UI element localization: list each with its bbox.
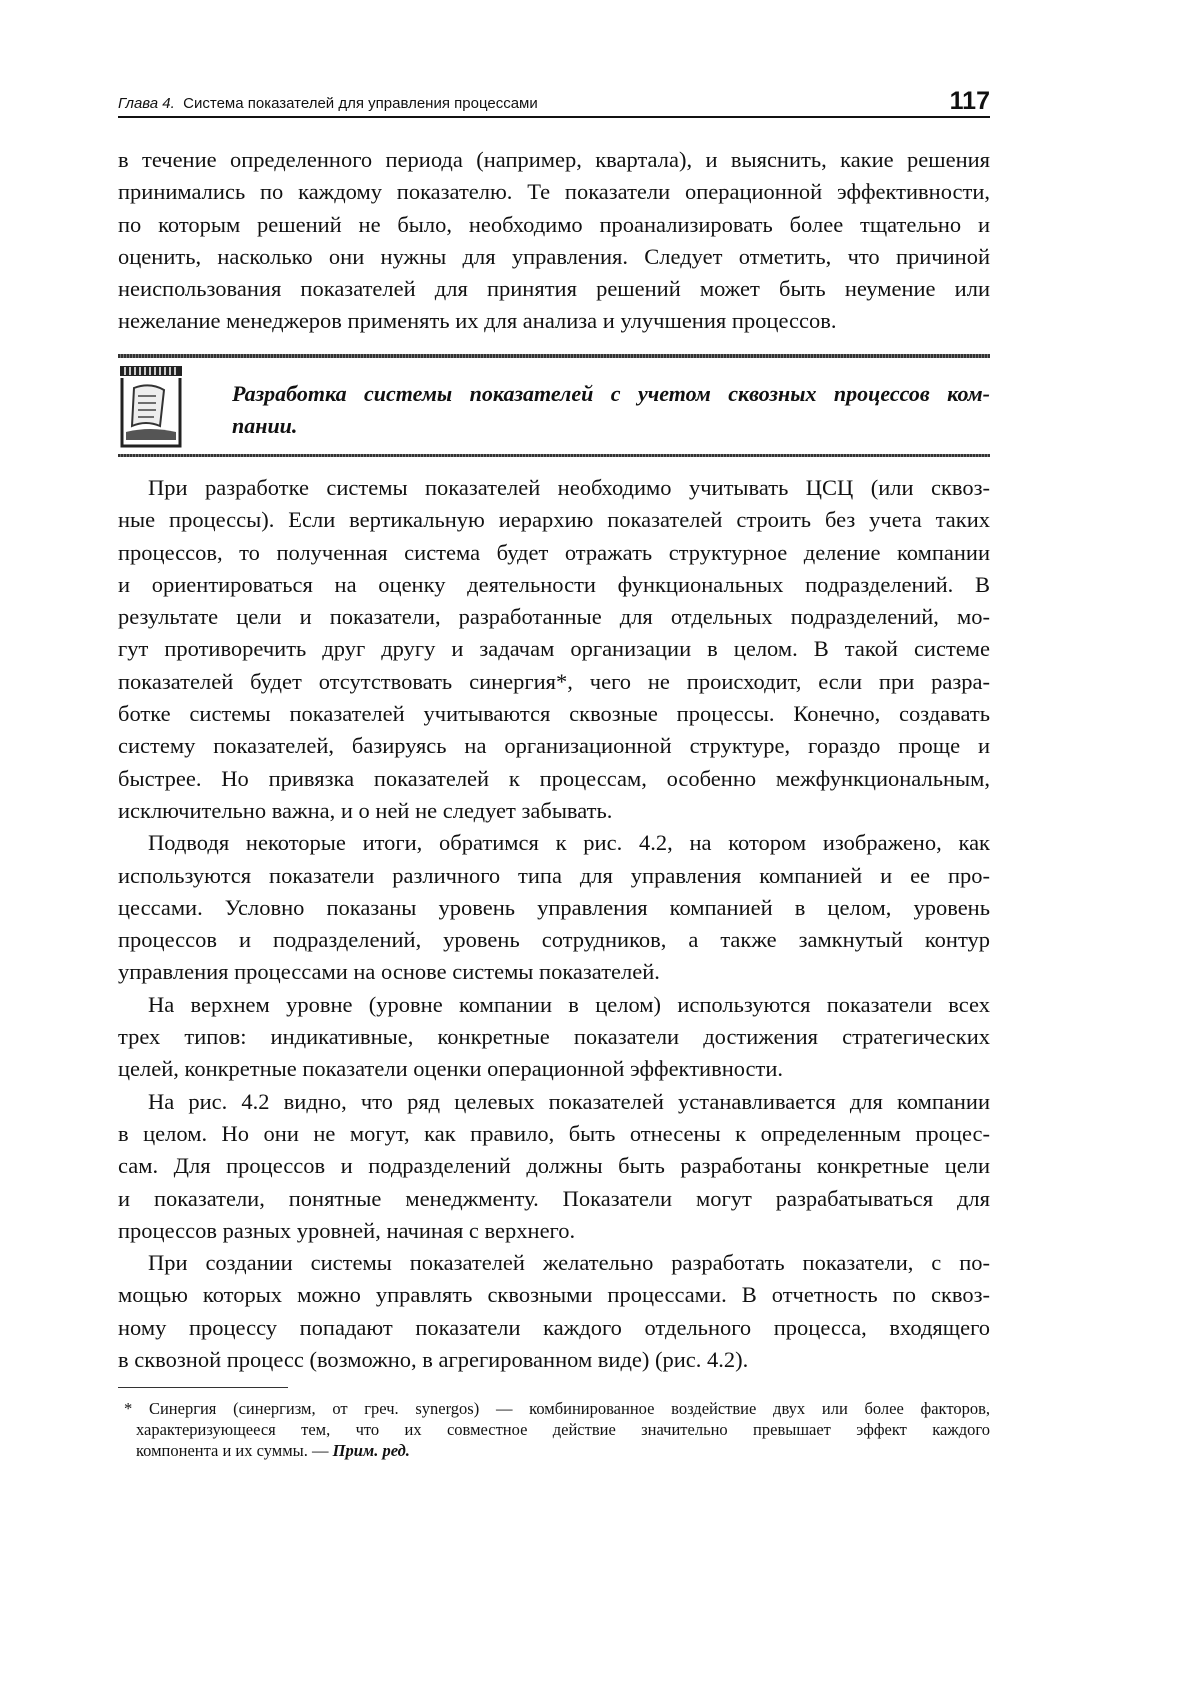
section-bottom-rule [118, 454, 990, 457]
chapter-title: Система показателей для управления процессами [183, 95, 538, 112]
text-line: гут противоречить друг другу и задачам организации в целом. В такой системе [118, 636, 990, 662]
text-line: сам. Для процессов и подразделений должны быть разработаны конкретные цели [118, 1153, 990, 1179]
text-line: нежелание менеджеров применять их для анализа и улучшения процессов. [118, 308, 837, 334]
text-line: результате цели и показатели, разработанные для отдельных подразделений, мо- [118, 604, 990, 630]
text-line: в целом. Но они не могут, как правило, быть отнесены к определенным процес- [118, 1120, 990, 1146]
text-line: целей, конкретные показатели оценки операционной эффективности. [118, 1056, 784, 1082]
section-title-line: Разработка системы показателей с учетом сквозных процессов ком- [232, 381, 990, 406]
text-line: в сквозной процесс (возможно, в агрегированном виде) (рис. 4.2). [118, 1347, 749, 1373]
running-header [118, 86, 990, 118]
body-text [118, 472, 990, 1376]
footnote-line [118, 1440, 990, 1461]
text-line: показателей будет отсутствовать синергия*, чего не происходит, если при разра- [118, 668, 990, 694]
paragraph [118, 472, 990, 827]
text-line: используются показатели различного типа для управления компанией и ее про- [118, 862, 990, 888]
footnote-text: компонента и их суммы. — [136, 1441, 333, 1460]
text-line: систему показателей, базируясь на организационной структуре, гораздо проще и [118, 733, 990, 759]
section-top-rule [118, 354, 990, 358]
editor-note: Прим. ред. [332, 1441, 410, 1460]
text-line: трех типов: индикативные, конкретные показатели достижения стратегических [118, 1024, 990, 1050]
section-title [232, 378, 990, 442]
text-line: оценить, насколько они нужны для управления. Следует отметить, что причиной [118, 243, 990, 269]
paragraph [118, 827, 990, 988]
text-line: ботке системы показателей учитываются сквозные процессы. Конечно, создавать [118, 701, 990, 727]
text-line: в течение определенного периода (например, квартала), и выяснить, какие решения [118, 147, 990, 172]
footnote-rule [118, 1387, 288, 1388]
text-line: принимались по каждому показателю. Те показатели операционной эффективности, [118, 179, 990, 205]
footnote [118, 1398, 990, 1461]
text-line: неиспользования показателей для принятия решений может быть неумение или [118, 276, 990, 302]
text-line: При разработке системы показателей необходимо учитывать ЦСЦ (или сквоз- [148, 475, 990, 500]
paragraph [118, 1247, 990, 1376]
text-line: и ориентироваться на оценку деятельности функциональных подразделений. В [118, 571, 990, 597]
text-line: быстрее. Но привязка показателей к процессам, особенно межфункциональным, [118, 765, 990, 791]
chapter-label: Глава 4. [118, 95, 175, 112]
text-line: процессов и подразделений, уровень сотрудников, а также замкнутый контур [118, 927, 990, 953]
text-line: ные процессы). Если вертикальную иерархию показателей строить без учета таких [118, 507, 990, 533]
footnote-line: * Синергия (синергизм, от греч. synergos) — комбинированное воздействие двух или более факторов, [124, 1399, 990, 1418]
text-line: процессов, то полученная система будет отражать структурное деление компании [118, 539, 990, 565]
text-line: процессов разных уровней, начиная с верхнего. [118, 1217, 576, 1243]
text-line: На верхнем уровне (уровне компании в целом) используются показатели всех [148, 991, 990, 1017]
text-line: по которым решений не было, необходимо проанализировать более тщательно и [118, 211, 990, 237]
paragraph [118, 1086, 990, 1247]
section-title-line: пании. [232, 413, 298, 438]
text-line: мощью которых можно управлять сквозными процессами. В отчетность по сквоз- [118, 1282, 990, 1308]
intro-paragraph [118, 144, 990, 338]
text-line: При создании системы показателей желательно разработать показатели, с по- [148, 1250, 990, 1276]
book-icon [120, 366, 182, 448]
text-line: исключительно важна, и о ней не следует забывать. [118, 797, 613, 823]
text-line: управления процессами на основе системы показателей. [118, 959, 660, 985]
running-header-title [118, 95, 538, 112]
text-line: На рис. 4.2 видно, что ряд целевых показателей устанавливается для компании [148, 1088, 990, 1114]
text-line: ному процессу попадают показатели каждого отдельного процесса, входящего [118, 1314, 990, 1340]
footnote-line: характеризующееся тем, что их совместное действие значительно превышает эффект каждого [136, 1420, 990, 1439]
text-line: и показатели, понятные менеджменту. Показатели могут разрабатываться для [118, 1185, 990, 1211]
text-line: цессами. Условно показаны уровень управления компанией в целом, уровень [118, 894, 990, 920]
paragraph [118, 989, 990, 1086]
text-line: Подводя некоторые итоги, обратимся к рис. 4.2, на котором изображено, как [148, 830, 990, 856]
page-number: 117 [949, 87, 990, 115]
